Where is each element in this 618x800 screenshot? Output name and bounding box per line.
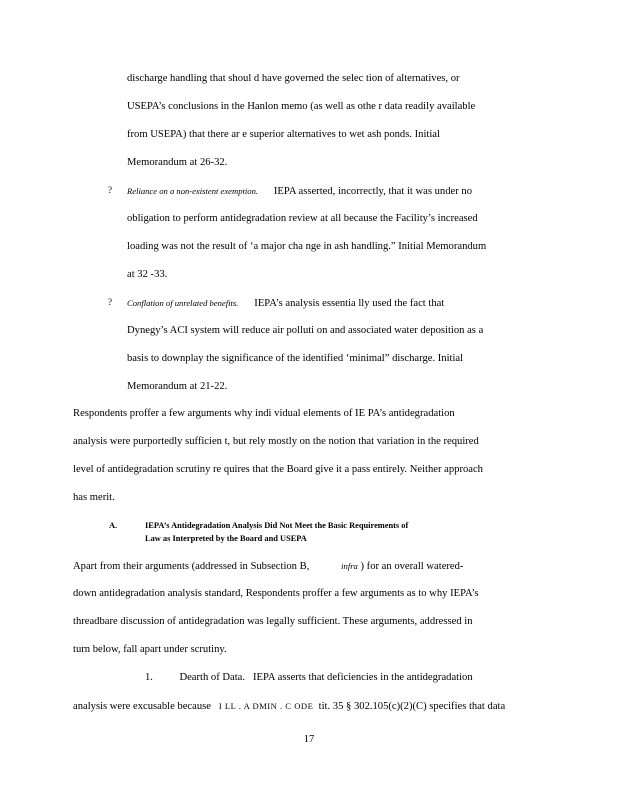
bullet-text: IEPA’s analysis essentia lly used the fact that	[254, 298, 445, 309]
paragraph-first-line	[73, 559, 463, 574]
text-line	[73, 699, 505, 714]
text-line: down antidegradation analysis standard, Respondents proffer a few arguments as to why IEPA’s	[73, 588, 479, 599]
page-number: 17	[303, 734, 315, 745]
text-run: tit. 35 § 302.105(c)(2)(C) specifies that data	[318, 701, 506, 712]
text-line: basis to downplay the significance of the identified ‘minimal” discharge. Initial	[127, 353, 464, 364]
text-run: IEPA asserts that deficiencies in the antidegradation	[252, 672, 473, 683]
bullet-lead: Reliance on a non-existent exemption.	[127, 186, 259, 196]
item-title: Dearth of Data.	[179, 672, 246, 683]
text-line: Respondents proffer a few arguments why indi vidual elements of IE PA’s antidegradation	[73, 408, 455, 419]
text-line: has merit.	[73, 492, 115, 503]
text-line: Memorandum at 21-22.	[127, 381, 228, 392]
bullet-first-line	[127, 296, 444, 311]
text-line: turn below, fall apart under scrutiny.	[73, 644, 227, 655]
bullet-marker: ?	[108, 185, 112, 195]
numbered-item-first-line	[145, 671, 473, 685]
bullet-first-line	[127, 184, 472, 199]
bullet-lead: Conflation of unrelated benefits.	[127, 298, 239, 308]
text-line: obligation to perform antidegradation review at all because the Facility’s increased	[127, 213, 478, 224]
text-line: from USEPA) that there ar e superior alternatives to wet ash ponds. Initial	[127, 129, 440, 140]
text-line: analysis were purportedly sufficien t, but rely mostly on the notion that variation in the required	[73, 436, 479, 447]
section-heading-line1: IEPA’s Antidegradation Analysis Did Not Meet the Basic Requirements of	[145, 521, 409, 530]
text-line: loading was not the result of ‘a major cha nge in ash handling.” Initial Memorandum	[127, 241, 487, 252]
code-citation: I LL . A DMIN . C ODE	[218, 701, 314, 711]
section-heading-label: A.	[109, 521, 118, 530]
text-line: discharge handling that shoul d have governed the selec tion of alternatives, or	[127, 73, 460, 84]
bullet-text: IEPA asserted, incorrectly, that it was under no	[273, 186, 472, 197]
text-line: Dynegy’s ACI system will reduce air polluti on and associated water deposition as a	[127, 325, 484, 336]
text-run: ) for an overall watered-	[357, 561, 464, 572]
italic-infra: infra	[341, 561, 358, 571]
text-line: USEPA’s conclusions in the Hanlon memo (as well as othe r data readily available	[127, 101, 476, 112]
bullet-marker: ?	[108, 297, 112, 307]
text-line: level of antidegradation scrutiny re quires that the Board give it a pass entirely. Neither approach	[73, 464, 483, 475]
text-line: at 32 -33.	[127, 269, 168, 280]
item-number: 1.	[145, 672, 153, 683]
text-run: analysis were excusable because	[73, 701, 211, 712]
text-line: threadbare discussion of antidegradation was legally sufficient. These arguments, addressed in	[73, 616, 473, 627]
text-run: Apart from their arguments (addressed in Subsection B,	[73, 561, 310, 572]
text-line: Memorandum at 26-32.	[127, 157, 228, 168]
section-heading-line2: Law as Interpreted by the Board and USEPA	[145, 534, 307, 543]
